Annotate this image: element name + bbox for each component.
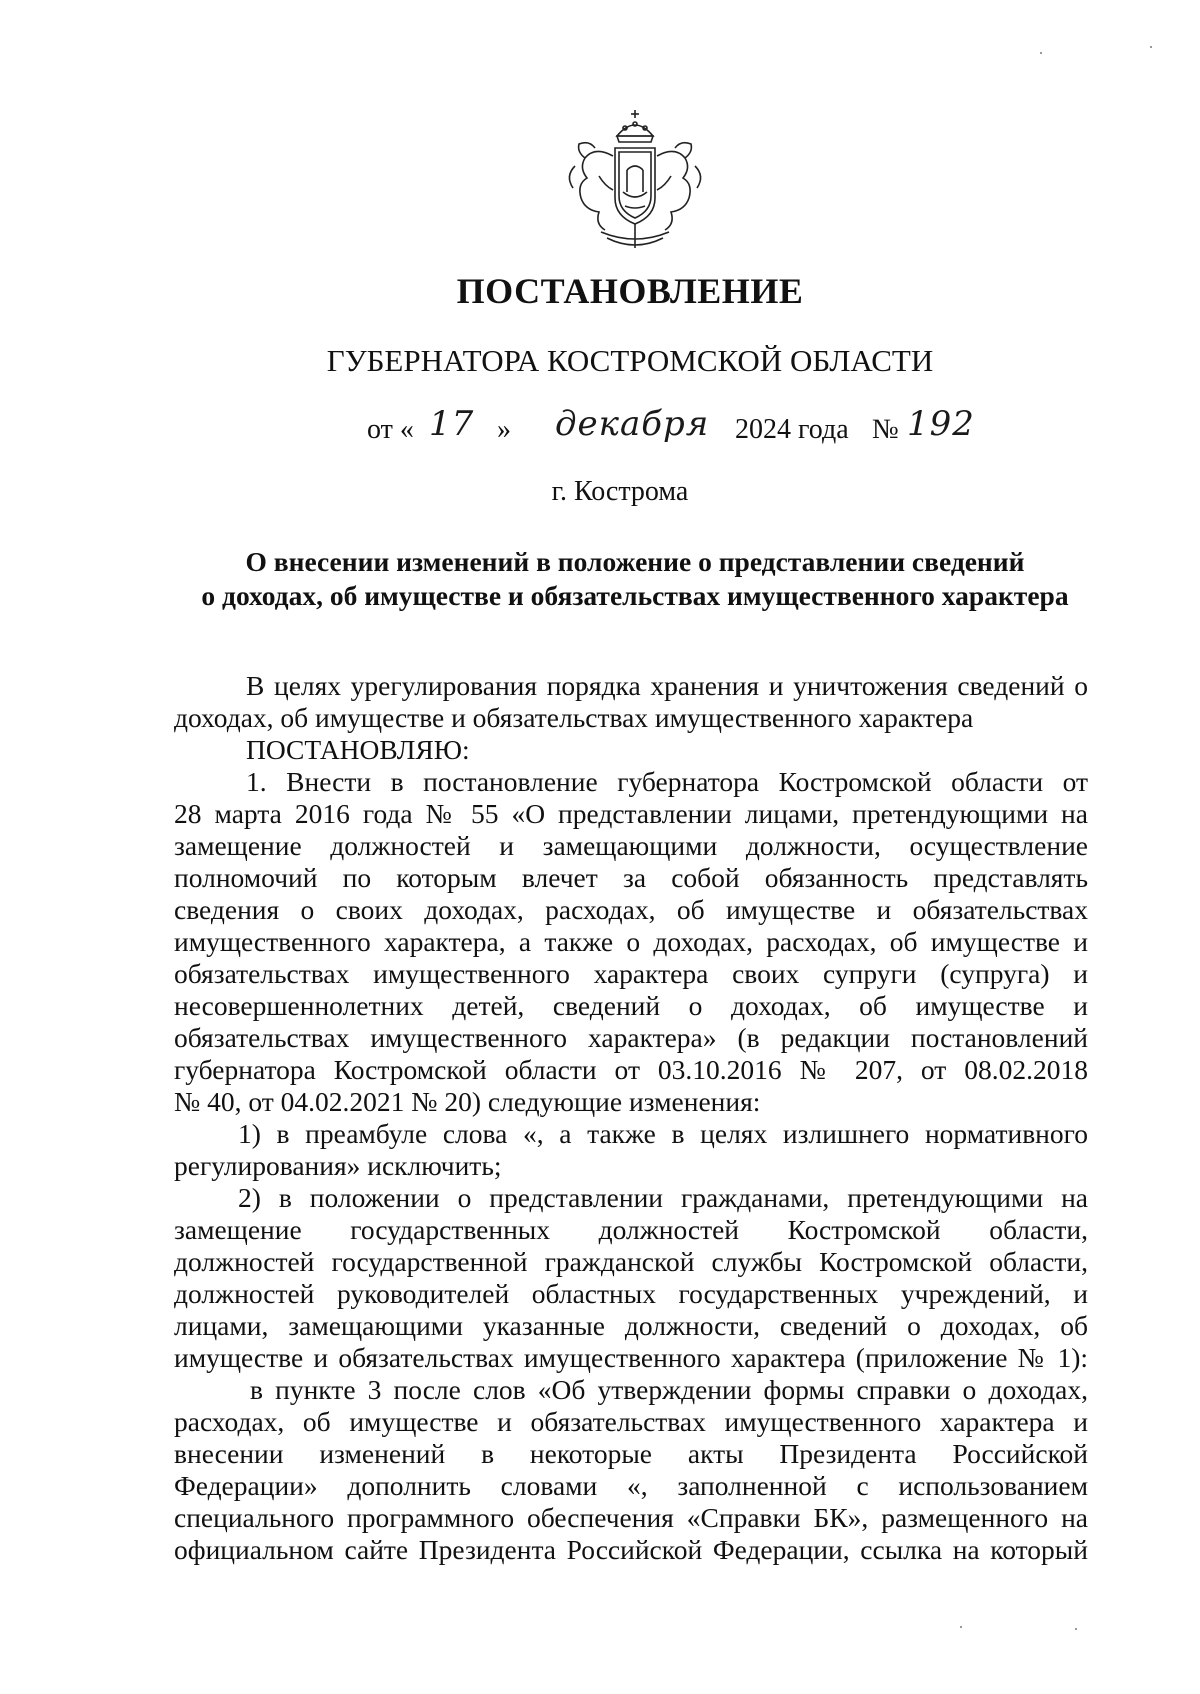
scan-speck bbox=[960, 1626, 962, 1628]
handwritten-month: декабря bbox=[555, 404, 710, 444]
date-prefix: от « bbox=[367, 414, 414, 445]
body-line: несовершеннолетних детей, сведений о доходах, об имуществе и bbox=[174, 990, 1088, 1021]
body-line: 2) в положении о представлении гражданами, претендующими на bbox=[238, 1182, 1088, 1213]
coat-of-arms-icon bbox=[555, 106, 715, 256]
date-year: 2024 года bbox=[735, 414, 849, 445]
number-sign: № bbox=[872, 414, 899, 445]
body-line: лицами, замещающими указанные должности, сведений о доходах, об bbox=[174, 1310, 1088, 1341]
body-line: доходах, об имуществе и обязательствах имущественного характера bbox=[174, 702, 974, 733]
body-line: полномочий по которым влечет за собой обязанность представлять bbox=[174, 862, 1088, 893]
body-line: расходах, об имуществе и обязательствах имущественного характера и bbox=[174, 1406, 1088, 1437]
body-line: официальном сайте Президента Российской Федерации, ссылка на который bbox=[174, 1534, 1088, 1565]
body-line: № 40, от 04.02.2021 № 20) следующие изменения: bbox=[174, 1086, 761, 1117]
scan-speck bbox=[1075, 1628, 1077, 1630]
body-line: 1) в преамбуле слова «, а также в целях излишнего нормативного bbox=[238, 1118, 1088, 1149]
body-line: в пункте 3 после слов «Об утверждении формы справки о доходах, bbox=[250, 1374, 1088, 1405]
issuer-heading: ГУБЕРНАТОРА КОСТРОМСКОЙ ОБЛАСТИ bbox=[326, 343, 934, 378]
body-line: В целях урегулирования порядка хранения и уничтожения сведений о bbox=[246, 670, 1088, 701]
city-line: г. Кострома bbox=[551, 476, 689, 507]
body-line: 1. Внести в постановление губернатора Костромской области от bbox=[246, 766, 1088, 797]
body-line: замещение государственных должностей Костромской области, bbox=[174, 1214, 1088, 1245]
body-line: имуществе и обязательствах имущественного характера (приложение № 1): bbox=[174, 1342, 1088, 1373]
handwritten-number: 192 bbox=[907, 404, 975, 444]
handwritten-day: 17 bbox=[429, 404, 475, 444]
body-line: ПОСТАНОВЛЯЮ: bbox=[246, 734, 470, 765]
scan-speck bbox=[1150, 46, 1152, 48]
body-line: обязательствах имущественного характера своих супруги (супруга) и bbox=[174, 958, 1088, 989]
title-line: О внесении изменений в положение о представлении сведений bbox=[245, 546, 1025, 577]
date-quote-close: » bbox=[497, 414, 511, 445]
body-line: внесении изменений в некоторые акты Президента Российской bbox=[174, 1438, 1088, 1469]
document-title bbox=[150, 545, 1120, 613]
body-line: специального программного обеспечения «Справки БК», размещенного на bbox=[174, 1502, 1088, 1533]
body-line: должностей руководителей областных государственных учреждений, и bbox=[174, 1278, 1088, 1309]
title-line: о доходах, об имуществе и обязательствах имущественного характера bbox=[201, 580, 1069, 611]
scan-speck bbox=[1040, 52, 1042, 54]
body-line: обязательствах имущественного характера» (в редакции постановлений bbox=[174, 1022, 1088, 1053]
body-line: сведения о своих доходах, расходах, об имуществе и обязательствах bbox=[174, 894, 1088, 925]
body-line: должностей государственной гражданской службы Костромской области, bbox=[174, 1246, 1088, 1277]
body-line: регулирования» исключить; bbox=[174, 1150, 502, 1181]
body-line: Федерации» дополнить словами «, заполненной с использованием bbox=[174, 1470, 1088, 1501]
body-line: замещение должностей и замещающими должности, осуществление bbox=[174, 830, 1088, 861]
body-line: имущественного характера, а также о доходах, расходах, об имуществе и bbox=[174, 926, 1088, 957]
document-type-heading: ПОСТАНОВЛЕНИЕ bbox=[456, 271, 804, 311]
body-line: губернатора Костромской области от 03.10.2016 № 207, от 08.02.2018 bbox=[174, 1054, 1088, 1085]
body-line: 28 марта 2016 года № 55 «О представлении лицами, претендующими на bbox=[174, 798, 1088, 829]
